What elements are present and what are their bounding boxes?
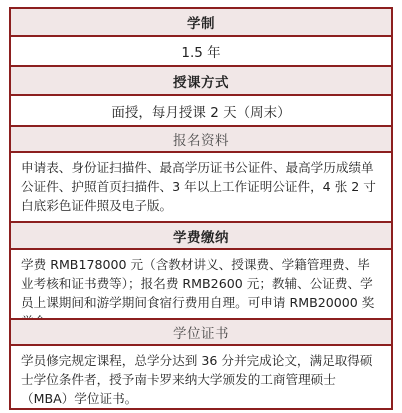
fees-text: 学费 RMB178000 元（含教材讲义、授课费、学籍管理费、毕业考核和证书费等）；报名费 RMB2600 元；教辅、公证费、学员上课期间和游学期间食宿行费用自理。可申请 RMB20000 奖 (21, 257, 375, 310)
duration-header (11, 9, 391, 35)
fees-header (11, 223, 391, 248)
degree-header (11, 320, 391, 344)
teaching-value: 面授，每月授课 2 天（周末） (111, 104, 291, 121)
program-info-table (9, 7, 393, 410)
teaching-title: 授课方式 (173, 74, 229, 91)
degree-title: 学位证书 (173, 326, 229, 342)
teaching-header (11, 67, 391, 94)
application-text-cell (11, 153, 391, 221)
teaching-value-cell (11, 96, 391, 125)
fees-text-cell (11, 250, 391, 318)
duration-value: 1.5 年 (181, 45, 221, 61)
application-header (11, 127, 391, 151)
application-title: 报名资料 (173, 133, 229, 149)
duration-title: 学制 (187, 16, 215, 32)
duration-value-cell (11, 37, 391, 65)
application-text: 申请表、身份证扫描件、最高学历证书公证件、最高学历成绩单公证件、护照首页扫描件、3 年以上工作证明公证件，4 张 2 寸白底彩色证件照及电子版。 (21, 160, 376, 213)
fees-title: 学费缴纳 (173, 229, 229, 246)
degree-text-cell (11, 346, 391, 408)
degree-text: 学员修完规定课程，总学分达到 36 分并完成论文，满足取得硕士学位条件者，授予南卡罗来纳大学颁发的工商管理硕士（MBA）学位证书。 (21, 353, 373, 406)
